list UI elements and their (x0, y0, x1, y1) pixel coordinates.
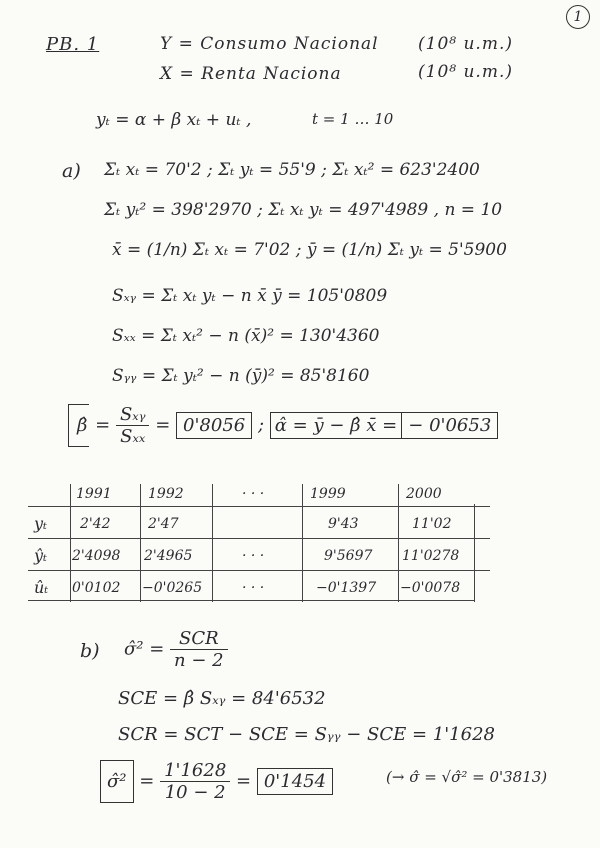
table-cell: · · · (242, 580, 265, 596)
table-cell: 2'47 (148, 516, 179, 532)
sigma-fraction (170, 628, 228, 671)
sums-line-1: Σₜ xₜ = 70'2 ; Σₜ yₜ = 55'9 ; Σₜ xₜ² = 623'2400 (104, 160, 480, 180)
sigma-final-fraction (160, 760, 230, 803)
beta-equals: = (95, 414, 111, 436)
x-variable-definition: X = Renta Naciona (160, 64, 342, 84)
table-cell: 0'0102 (72, 580, 121, 596)
sigma-definition (124, 628, 228, 671)
sce-line: SCE = β̂ Sₓᵧ = 84'6532 (118, 688, 326, 709)
sigma-final-result (100, 760, 333, 803)
year-header: 1991 (76, 486, 112, 502)
row-label-y-hat: ŷₜ (34, 546, 47, 565)
sxx-line: Sₓₓ = Σₜ xₜ² − n (x̄)² = 130'4360 (112, 326, 380, 346)
model-equation: yₜ = α + β xₜ + uₜ , (96, 110, 252, 130)
fitted-values-table (28, 484, 490, 602)
part-b-label: b) (80, 640, 100, 662)
part-a-label: a) (62, 160, 81, 182)
table-cell: 9'43 (328, 516, 359, 532)
y-variable-definition: Y = Consumo Nacional (160, 34, 379, 54)
beta-fraction (116, 404, 150, 447)
result-separator: ; (257, 414, 265, 436)
table-cell: 11'0278 (402, 548, 460, 564)
sigma-denominator: n − 2 (170, 649, 228, 671)
x-units: (10⁸ u.m.) (418, 62, 513, 82)
syy-line: Sᵧᵧ = Σₜ yₜ² − n (ȳ)² = 85'8160 (112, 366, 370, 386)
table-cell: −0'1397 (316, 580, 377, 596)
sigma-numerator: SCR (179, 628, 219, 649)
alpha-value: − 0'0653 (401, 412, 498, 439)
beta-equals-2: = (155, 414, 171, 436)
alpha-expression: α̂ = ȳ − β̂ x̄ = (270, 412, 401, 439)
y-units: (10⁸ u.m.) (418, 34, 513, 54)
year-header: · · · (242, 486, 265, 502)
sigma-final-numerator: 1'1628 (164, 760, 227, 781)
beta-numerator: Sₓᵧ (119, 404, 146, 425)
sigma-final-equals: = (139, 770, 155, 792)
table-cell: −0'0078 (400, 580, 461, 596)
beta-value: 0'8056 (176, 412, 252, 439)
beta-hat-symbol: β̂ (68, 404, 89, 447)
scr-line: SCR = SCT − SCE = Sᵧᵧ − SCE = 1'1628 (118, 724, 495, 745)
year-header: 1999 (310, 486, 346, 502)
year-header: 2000 (406, 486, 442, 502)
sigma-squared-hat: σ̂² (100, 760, 134, 803)
sums-line-2: Σₜ yₜ² = 398'2970 ; Σₜ xₜ yₜ = 497'4989 , n = 10 (104, 200, 503, 220)
beta-denominator: Sₓₓ (116, 425, 150, 447)
sigma-lhs: σ̂² = (124, 638, 165, 660)
table-cell: 2'4965 (144, 548, 193, 564)
row-label-u-hat: ûₜ (34, 578, 49, 597)
table-cell: −0'0265 (142, 580, 203, 596)
row-label-y: yₜ (34, 514, 47, 533)
year-header: 1992 (148, 486, 184, 502)
page-number: 1 (566, 5, 590, 29)
beta-result (68, 404, 498, 447)
sxy-line: Sₓᵧ = Σₜ xₜ yₜ − n x̄ ȳ = 105'0809 (112, 286, 388, 306)
table-cell: 9'5697 (324, 548, 373, 564)
problem-label: PB. 1 (46, 34, 100, 55)
model-range: t = 1 … 10 (312, 110, 394, 128)
table-cell: 11'02 (412, 516, 452, 532)
sigma-final-value: 0'1454 (257, 768, 333, 795)
sigma-final-denominator: 10 − 2 (160, 781, 230, 803)
means-line: x̄ = (1/n) Σₜ xₜ = 7'02 ; ȳ = (1/n) Σₜ yₜ = 5'5900 (112, 240, 507, 260)
sigma-note: (→ σ̂ = √σ̂² = 0'3813) (386, 768, 548, 786)
table-cell: 2'4098 (72, 548, 121, 564)
sigma-final-equals-2: = (236, 770, 252, 792)
table-cell: 2'42 (80, 516, 111, 532)
table-cell: · · · (242, 548, 265, 564)
